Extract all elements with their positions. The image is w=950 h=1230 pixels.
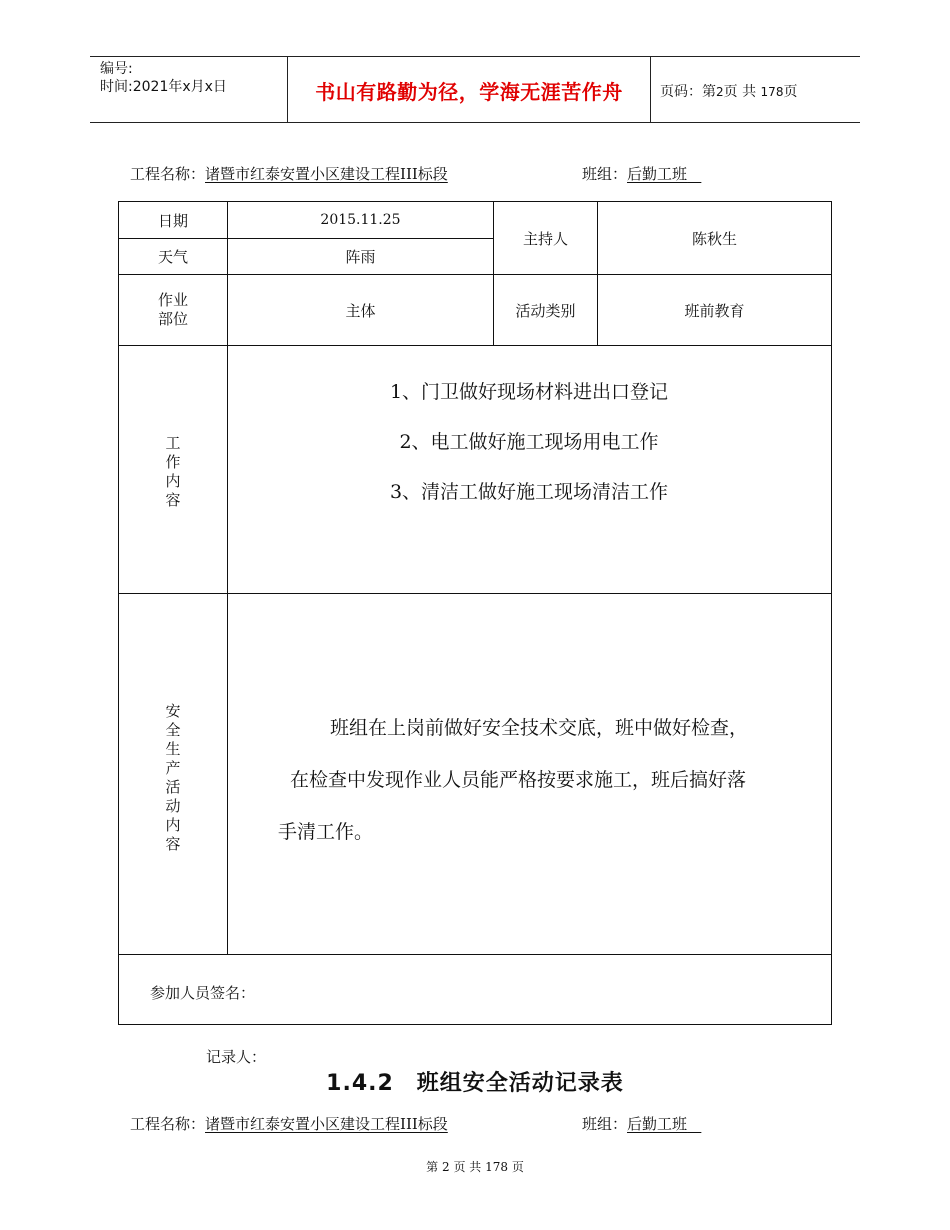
weather-label: 天气 [157, 248, 188, 266]
safety-label-char: 活 [165, 778, 181, 796]
header-meta [100, 60, 227, 96]
host-label: 主持人 [522, 229, 568, 248]
page-current: 2 [716, 85, 724, 99]
page-total: 178 [760, 85, 784, 99]
table-border-right [831, 201, 832, 1025]
area-value: 主体 [345, 301, 376, 320]
footer-suffix: 页 [511, 1160, 524, 1174]
safety-line: 手清工作。 [278, 821, 374, 843]
recorder-label: 记录人： [206, 1048, 267, 1066]
activity-type-value: 班前教育 [684, 301, 745, 320]
area-label-line-1: 作业 [157, 291, 188, 309]
footer-current: 2 [441, 1160, 450, 1174]
work-item: 3、清洁工做好施工现场清洁工作 [389, 481, 669, 503]
safety-label-char: 动 [165, 797, 181, 815]
motto: 书山有路勤为径，学海无涯苦作舟 [315, 79, 623, 104]
footer-mid: 页 共 [453, 1160, 482, 1174]
safety-label-char: 内 [165, 816, 181, 834]
page-indicator [660, 81, 797, 101]
weather-value: 阵雨 [345, 248, 376, 266]
row-sep-safety [118, 954, 832, 955]
safety-line: 班组在上岗前做好安全技术交底，班中做好检查， [330, 717, 749, 739]
project-label: 工程名称： [130, 1115, 206, 1133]
date-value-cell: 2015.11.25 [320, 212, 401, 228]
activity-type-label: 活动类别 [515, 301, 576, 320]
team-line-2 [582, 1113, 701, 1134]
page-prefix: 页码：第 [660, 84, 716, 100]
work-label-char: 工 [165, 433, 181, 452]
work-label-char: 作 [165, 452, 181, 471]
team-name: 后勤工班 [627, 165, 688, 183]
footer-total: 178 [485, 1160, 509, 1174]
project-name: 诸暨市红泰安置小区建设工程III标段 [205, 165, 448, 183]
page-mid: 页 共 [723, 84, 757, 100]
area-label [119, 275, 227, 345]
host-value: 陈秋生 [691, 229, 737, 248]
team-line [582, 163, 701, 184]
work-label-char: 内 [165, 471, 181, 490]
work-label-char: 容 [165, 490, 181, 509]
date-value: 2021年x月x日 [132, 79, 227, 95]
work-item: 2、电工做好施工现场用电工作 [399, 431, 659, 453]
page-footer [0, 1158, 950, 1175]
safety-label-char: 容 [165, 835, 181, 853]
safety-label-char: 产 [165, 759, 181, 777]
safety-label-char: 生 [165, 740, 181, 758]
project-label: 工程名称： [130, 165, 206, 183]
team-label: 班组： [582, 165, 628, 183]
section-title: 1.4.2 班组安全活动记录表 [326, 1071, 624, 1096]
safety-label-char: 安 [165, 702, 181, 720]
area-label-line-2: 部位 [157, 310, 188, 328]
team-label: 班组： [582, 1115, 628, 1133]
project-name-line-2 [130, 1113, 448, 1134]
footer-prefix: 第 [426, 1160, 439, 1174]
signature-label: 参加人员签名： [150, 984, 256, 1002]
project-name: 诸暨市红泰安置小区建设工程III标段 [205, 1115, 448, 1133]
page-suffix: 页 [783, 84, 798, 100]
project-name-line [130, 163, 448, 184]
table-border-bottom [118, 1024, 832, 1025]
time-line [100, 78, 227, 96]
code-label: 编号: [100, 61, 133, 77]
date-label: 日期 [157, 211, 188, 230]
safety-content-label [119, 594, 227, 954]
header-divider-right [650, 56, 651, 123]
safety-label-char: 全 [165, 721, 181, 739]
safety-line: 在检查中发现作业人员能严格按要求施工，班后搞好落 [290, 769, 747, 791]
time-label: 时间: [100, 79, 133, 95]
work-content-label [119, 346, 227, 593]
work-item: 1、门卫做好现场材料进出口登记 [389, 381, 669, 403]
team-name: 后勤工班 [627, 1115, 688, 1133]
